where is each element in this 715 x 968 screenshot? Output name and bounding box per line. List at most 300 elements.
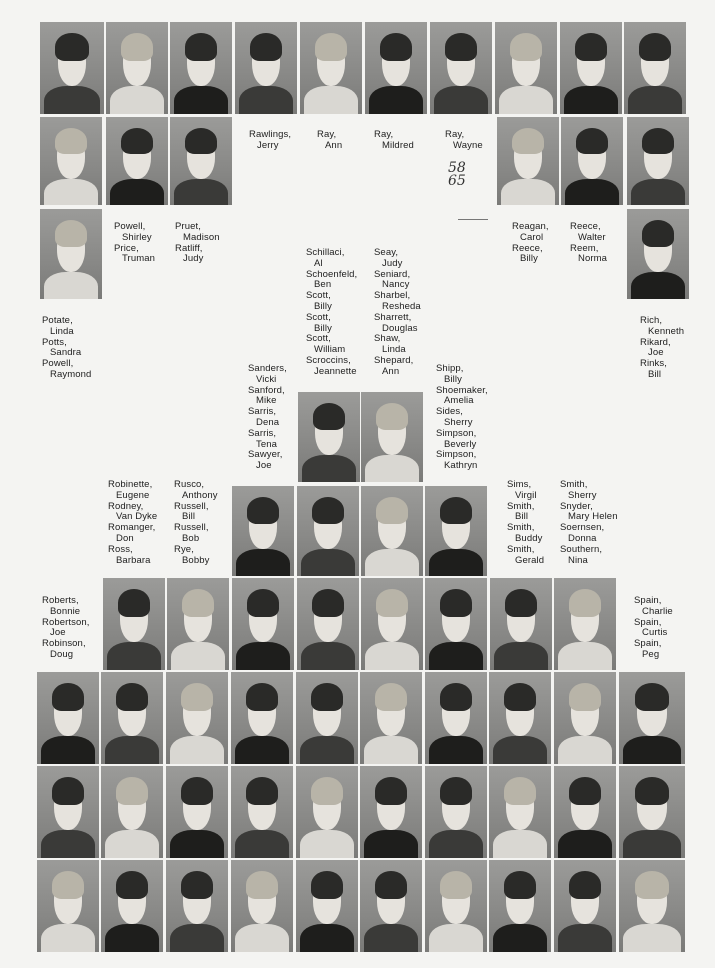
portrait-hair	[55, 220, 87, 247]
given-name: Eugene	[116, 489, 150, 501]
caption-potate-group	[42, 316, 91, 381]
portrait-body	[501, 179, 556, 205]
given-name: Carol	[520, 231, 544, 243]
student-portrait	[170, 117, 232, 205]
pencil-mark	[458, 219, 488, 220]
given-name: Bill	[515, 511, 529, 523]
portrait-body	[44, 272, 99, 299]
given-name: Resheda	[382, 300, 421, 312]
given-name: Ben	[314, 279, 332, 291]
given-name: Al	[314, 257, 323, 269]
surname: Ratliff,	[175, 242, 203, 254]
surname: Smith,	[507, 500, 535, 512]
portrait-body	[365, 642, 420, 670]
given-name: Doug	[50, 648, 74, 660]
portrait-hair	[445, 33, 477, 61]
given-name: Virgil	[515, 489, 537, 501]
given-name: Douglas	[382, 322, 418, 334]
portrait-body	[365, 549, 420, 576]
portrait-hair	[440, 589, 472, 617]
surname: Shepard,	[374, 354, 414, 366]
portrait-body	[429, 736, 484, 764]
portrait-hair	[116, 777, 148, 805]
portrait-hair	[246, 871, 278, 899]
portrait-hair	[504, 683, 536, 711]
portrait-hair	[635, 871, 669, 899]
surname: Romanger,	[108, 522, 156, 534]
surname: Shaw,	[374, 333, 401, 345]
surname: Sarris,	[248, 406, 277, 418]
student-portrait	[231, 672, 293, 764]
portrait-body	[235, 736, 290, 764]
given-name: Linda	[50, 325, 74, 337]
portrait-hair	[181, 871, 213, 899]
portrait-hair	[576, 128, 608, 154]
caption-powell-price	[114, 222, 155, 265]
student-portrait	[166, 672, 228, 764]
given-name: Judy	[382, 257, 403, 269]
student-portrait	[489, 860, 551, 952]
portrait-hair	[52, 777, 84, 805]
student-portrait	[619, 672, 685, 764]
student-portrait	[425, 486, 487, 576]
portrait-hair	[311, 683, 343, 711]
portrait-hair	[440, 683, 472, 711]
student-portrait	[554, 860, 616, 952]
given-name: Kenneth	[648, 325, 685, 337]
portrait-body	[110, 179, 165, 205]
given-name: Charlie	[642, 605, 673, 617]
given-name: Linda	[382, 344, 406, 356]
caption-rusco-group	[174, 480, 218, 566]
student-portrait	[103, 578, 165, 670]
surname: Rusco,	[174, 479, 205, 490]
portrait-body	[170, 924, 225, 952]
student-portrait	[495, 22, 557, 114]
given-name: Nina	[568, 554, 588, 566]
portrait-body	[565, 179, 620, 205]
handwriting-line: 58	[448, 160, 466, 176]
portrait-body	[301, 642, 356, 670]
given-name: Kathryn	[444, 460, 478, 472]
student-portrait	[360, 860, 422, 952]
portrait-body	[107, 642, 162, 670]
portrait-body	[623, 830, 681, 858]
given-name: Shirley	[122, 231, 152, 243]
caption-ray-wayne	[445, 130, 483, 152]
portrait-hair	[315, 33, 347, 61]
portrait-body	[302, 455, 357, 482]
surname: Roberts,	[42, 595, 79, 606]
portrait-body	[239, 86, 294, 114]
surname: Sharbel,	[374, 290, 411, 302]
portrait-hair	[247, 589, 279, 617]
caption-rich-group	[640, 316, 684, 381]
portrait-hair	[185, 33, 217, 61]
student-portrait	[106, 117, 168, 205]
portrait-hair	[504, 871, 536, 899]
given-name: Bobby	[182, 554, 210, 566]
student-portrait	[232, 578, 294, 670]
portrait-body	[558, 642, 613, 670]
portrait-hair	[510, 33, 542, 61]
surname: Russell,	[174, 500, 209, 512]
given-name: Ann	[382, 365, 400, 377]
given-name: Beverly	[444, 438, 477, 450]
given-name: Jerry	[257, 139, 279, 151]
given-name: Sandra	[50, 347, 82, 359]
student-portrait	[106, 22, 168, 114]
given-name: Sherry	[444, 416, 473, 428]
surname: Reece,	[512, 242, 543, 254]
surname: Shoemaker,	[436, 384, 488, 396]
given-name: Don	[116, 532, 134, 544]
caption-sanders-group	[248, 364, 287, 472]
student-portrait	[361, 486, 423, 576]
portrait-hair	[505, 589, 537, 617]
student-portrait	[101, 672, 163, 764]
surname: Sarris,	[248, 427, 277, 439]
given-name: Billy	[314, 322, 332, 334]
given-name: Van Dyke	[116, 511, 158, 523]
portrait-body	[365, 455, 420, 482]
portrait-body	[493, 924, 548, 952]
handwritten-note	[448, 162, 466, 188]
student-portrait	[361, 392, 423, 482]
caption-roberts-group	[42, 596, 89, 661]
student-portrait	[360, 766, 422, 858]
given-name: Buddy	[515, 532, 543, 544]
portrait-hair	[312, 497, 344, 524]
given-name: Wayne	[453, 139, 483, 151]
portrait-body	[235, 830, 290, 858]
surname: Sawyer,	[248, 449, 283, 461]
portrait-body	[105, 830, 160, 858]
surname: Sharrett,	[374, 311, 412, 323]
portrait-body	[564, 86, 619, 114]
student-portrait	[425, 766, 487, 858]
student-portrait	[425, 578, 487, 670]
portrait-body	[236, 549, 291, 576]
student-portrait	[627, 209, 689, 299]
student-portrait	[170, 22, 232, 114]
surname: Russell,	[174, 522, 209, 534]
portrait-hair	[55, 33, 88, 61]
portrait-body	[494, 642, 549, 670]
given-name: Mike	[256, 395, 277, 407]
portrait-body	[623, 736, 681, 764]
surname: Schoenfeld,	[306, 268, 358, 280]
student-portrait	[425, 672, 487, 764]
given-name: Mildred	[382, 139, 414, 151]
student-portrait	[361, 578, 423, 670]
portrait-hair	[375, 777, 407, 805]
portrait-body	[631, 179, 686, 205]
surname: Seay,	[374, 247, 399, 258]
student-portrait	[231, 860, 293, 952]
surname: Sides,	[436, 406, 464, 418]
given-name: Walter	[578, 231, 606, 243]
student-portrait	[425, 860, 487, 952]
portrait-hair	[185, 128, 217, 154]
caption-spain-group	[634, 596, 673, 661]
student-portrait	[554, 672, 616, 764]
student-portrait	[40, 117, 102, 205]
surname: Reece,	[570, 221, 601, 232]
surname: Rawlings,	[249, 129, 292, 140]
surname: Scott,	[306, 290, 331, 302]
caption-reagan-reece	[512, 222, 549, 265]
surname: Potate,	[42, 315, 73, 326]
student-portrait	[298, 392, 360, 482]
portrait-body	[631, 272, 686, 299]
student-portrait	[296, 860, 358, 952]
surname: Soernsen,	[560, 522, 605, 534]
portrait-body	[105, 736, 160, 764]
student-portrait	[561, 117, 623, 205]
surname: Robertson,	[42, 616, 90, 628]
surname: Southern,	[560, 543, 603, 555]
surname: Spain,	[634, 638, 662, 650]
portrait-body	[174, 86, 229, 114]
student-portrait	[40, 22, 104, 114]
given-name: Joe	[648, 347, 664, 359]
surname: Spain,	[634, 595, 662, 606]
portrait-body	[558, 830, 613, 858]
student-portrait	[37, 672, 99, 764]
portrait-hair	[116, 683, 148, 711]
given-name: Sherry	[568, 489, 597, 501]
surname: Simpson,	[436, 449, 477, 461]
portrait-body	[558, 736, 613, 764]
portrait-hair	[52, 871, 84, 899]
portrait-body	[44, 86, 100, 114]
portrait-body	[364, 924, 419, 952]
surname: Schillaci,	[306, 247, 345, 258]
portrait-body	[300, 830, 355, 858]
given-name: William	[314, 344, 346, 356]
portrait-body	[41, 736, 96, 764]
caption-rawlings	[249, 130, 291, 152]
portrait-body	[434, 86, 489, 114]
surname: Ray,	[374, 129, 394, 140]
surname: Ray,	[445, 129, 465, 140]
given-name: Billy	[520, 253, 538, 265]
student-portrait	[231, 766, 293, 858]
student-portrait	[619, 860, 685, 952]
portrait-body	[235, 924, 290, 952]
portrait-hair	[313, 403, 345, 430]
caption-sims-group	[507, 480, 544, 566]
caption-ray-mildred	[374, 130, 414, 152]
portrait-body	[628, 86, 683, 114]
portrait-hair	[121, 33, 153, 61]
portrait-body	[44, 179, 99, 205]
portrait-body	[364, 736, 419, 764]
student-portrait	[232, 486, 294, 576]
portrait-hair	[575, 33, 607, 61]
student-portrait	[560, 22, 622, 114]
student-portrait	[627, 117, 689, 205]
surname: Ray,	[317, 129, 337, 140]
portrait-hair	[642, 128, 674, 154]
student-portrait	[300, 22, 362, 114]
portrait-hair	[642, 220, 674, 247]
portrait-body	[623, 924, 681, 952]
surname: Scott,	[306, 311, 331, 323]
caption-reece-reem	[570, 222, 607, 265]
surname: Rodney,	[108, 500, 144, 512]
portrait-hair	[440, 871, 472, 899]
portrait-hair	[569, 589, 601, 617]
portrait-body	[493, 830, 548, 858]
portrait-body	[236, 642, 291, 670]
portrait-body	[429, 549, 484, 576]
given-name: Dena	[256, 416, 280, 428]
student-portrait	[619, 766, 685, 858]
portrait-hair	[375, 683, 407, 711]
student-portrait	[40, 209, 102, 299]
given-name: Curtis	[642, 627, 668, 639]
surname: Sims,	[507, 479, 532, 490]
caption-ray-ann	[317, 130, 342, 152]
student-portrait	[489, 766, 551, 858]
student-portrait	[430, 22, 492, 114]
given-name: Nancy	[382, 279, 410, 291]
surname: Scroccins,	[306, 354, 351, 366]
student-portrait	[554, 578, 616, 670]
portrait-body	[170, 736, 225, 764]
surname: Sanders,	[248, 363, 287, 374]
portrait-hair	[569, 777, 601, 805]
given-name: Billy	[314, 300, 332, 312]
given-name: Peg	[642, 648, 660, 660]
portrait-hair	[250, 33, 282, 61]
surname: Seniard,	[374, 268, 411, 280]
surname: Ross,	[108, 543, 133, 555]
portrait-hair	[311, 777, 343, 805]
caption-robinette-group	[108, 480, 157, 566]
portrait-hair	[246, 777, 278, 805]
portrait-hair	[512, 128, 544, 154]
student-portrait	[554, 766, 616, 858]
surname: Shipp,	[436, 363, 464, 374]
student-portrait	[166, 860, 228, 952]
portrait-hair	[247, 497, 279, 524]
given-name: Barbara	[116, 554, 151, 566]
portrait-hair	[181, 683, 213, 711]
portrait-body	[170, 830, 225, 858]
portrait-hair	[182, 589, 214, 617]
student-portrait	[624, 22, 686, 114]
student-portrait	[37, 860, 99, 952]
surname: Scott,	[306, 333, 331, 345]
portrait-body	[110, 86, 165, 114]
portrait-body	[41, 830, 96, 858]
student-portrait	[497, 117, 559, 205]
portrait-body	[558, 924, 613, 952]
student-portrait	[37, 766, 99, 858]
portrait-body	[300, 924, 355, 952]
portrait-hair	[116, 871, 148, 899]
given-name: Bill	[182, 511, 196, 523]
given-name: Vicki	[256, 373, 277, 385]
student-portrait	[167, 578, 229, 670]
surname: Smith,	[507, 522, 535, 534]
given-name: Bob	[182, 532, 200, 544]
portrait-hair	[376, 589, 408, 617]
surname: Robinette,	[108, 479, 153, 490]
surname: Spain,	[634, 616, 662, 628]
student-portrait	[490, 578, 552, 670]
portrait-body	[300, 736, 355, 764]
portrait-body	[493, 736, 548, 764]
student-portrait	[296, 672, 358, 764]
handwriting-line: 65	[448, 173, 466, 189]
given-name: Gerald	[515, 554, 545, 566]
student-portrait	[360, 672, 422, 764]
portrait-hair	[376, 403, 408, 430]
portrait-hair	[312, 589, 344, 617]
portrait-hair	[311, 871, 343, 899]
portrait-body	[105, 924, 160, 952]
portrait-hair	[52, 683, 84, 711]
caption-pruet-ratliff	[175, 222, 220, 265]
student-portrait	[297, 486, 359, 576]
surname: Rikard,	[640, 336, 671, 348]
portrait-hair	[55, 128, 87, 154]
surname: Price,	[114, 242, 139, 254]
caption-shipp-group	[436, 364, 488, 472]
surname: Simpson,	[436, 427, 477, 439]
surname: Potts,	[42, 336, 67, 348]
portrait-body	[41, 924, 96, 952]
portrait-hair	[569, 871, 601, 899]
given-name: Billy	[444, 373, 462, 385]
caption-seay-group	[374, 248, 421, 378]
portrait-hair	[375, 871, 407, 899]
student-portrait	[365, 22, 427, 114]
given-name: Bill	[648, 368, 662, 380]
given-name: Ann	[325, 139, 343, 151]
given-name: Tena	[256, 438, 278, 450]
student-portrait	[297, 578, 359, 670]
portrait-body	[364, 830, 419, 858]
surname: Smith,	[560, 479, 588, 490]
student-portrait	[235, 22, 297, 114]
surname: Reem,	[570, 242, 599, 254]
portrait-hair	[121, 128, 153, 154]
given-name: Amelia	[444, 395, 474, 407]
given-name: Mary Helen	[568, 511, 618, 523]
student-portrait	[166, 766, 228, 858]
portrait-body	[301, 549, 356, 576]
portrait-hair	[635, 777, 669, 805]
portrait-hair	[246, 683, 278, 711]
portrait-hair	[181, 777, 213, 805]
student-portrait	[101, 766, 163, 858]
given-name: Bonnie	[50, 605, 81, 617]
surname: Powell,	[114, 221, 146, 232]
surname: Powell,	[42, 358, 74, 370]
surname: Reagan,	[512, 221, 549, 232]
surname: Sanford,	[248, 384, 285, 396]
given-name: Jeannette	[314, 365, 357, 377]
surname: Smith,	[507, 543, 535, 555]
given-name: Anthony	[182, 489, 218, 501]
surname: Rich,	[640, 315, 663, 326]
portrait-hair	[440, 497, 472, 524]
